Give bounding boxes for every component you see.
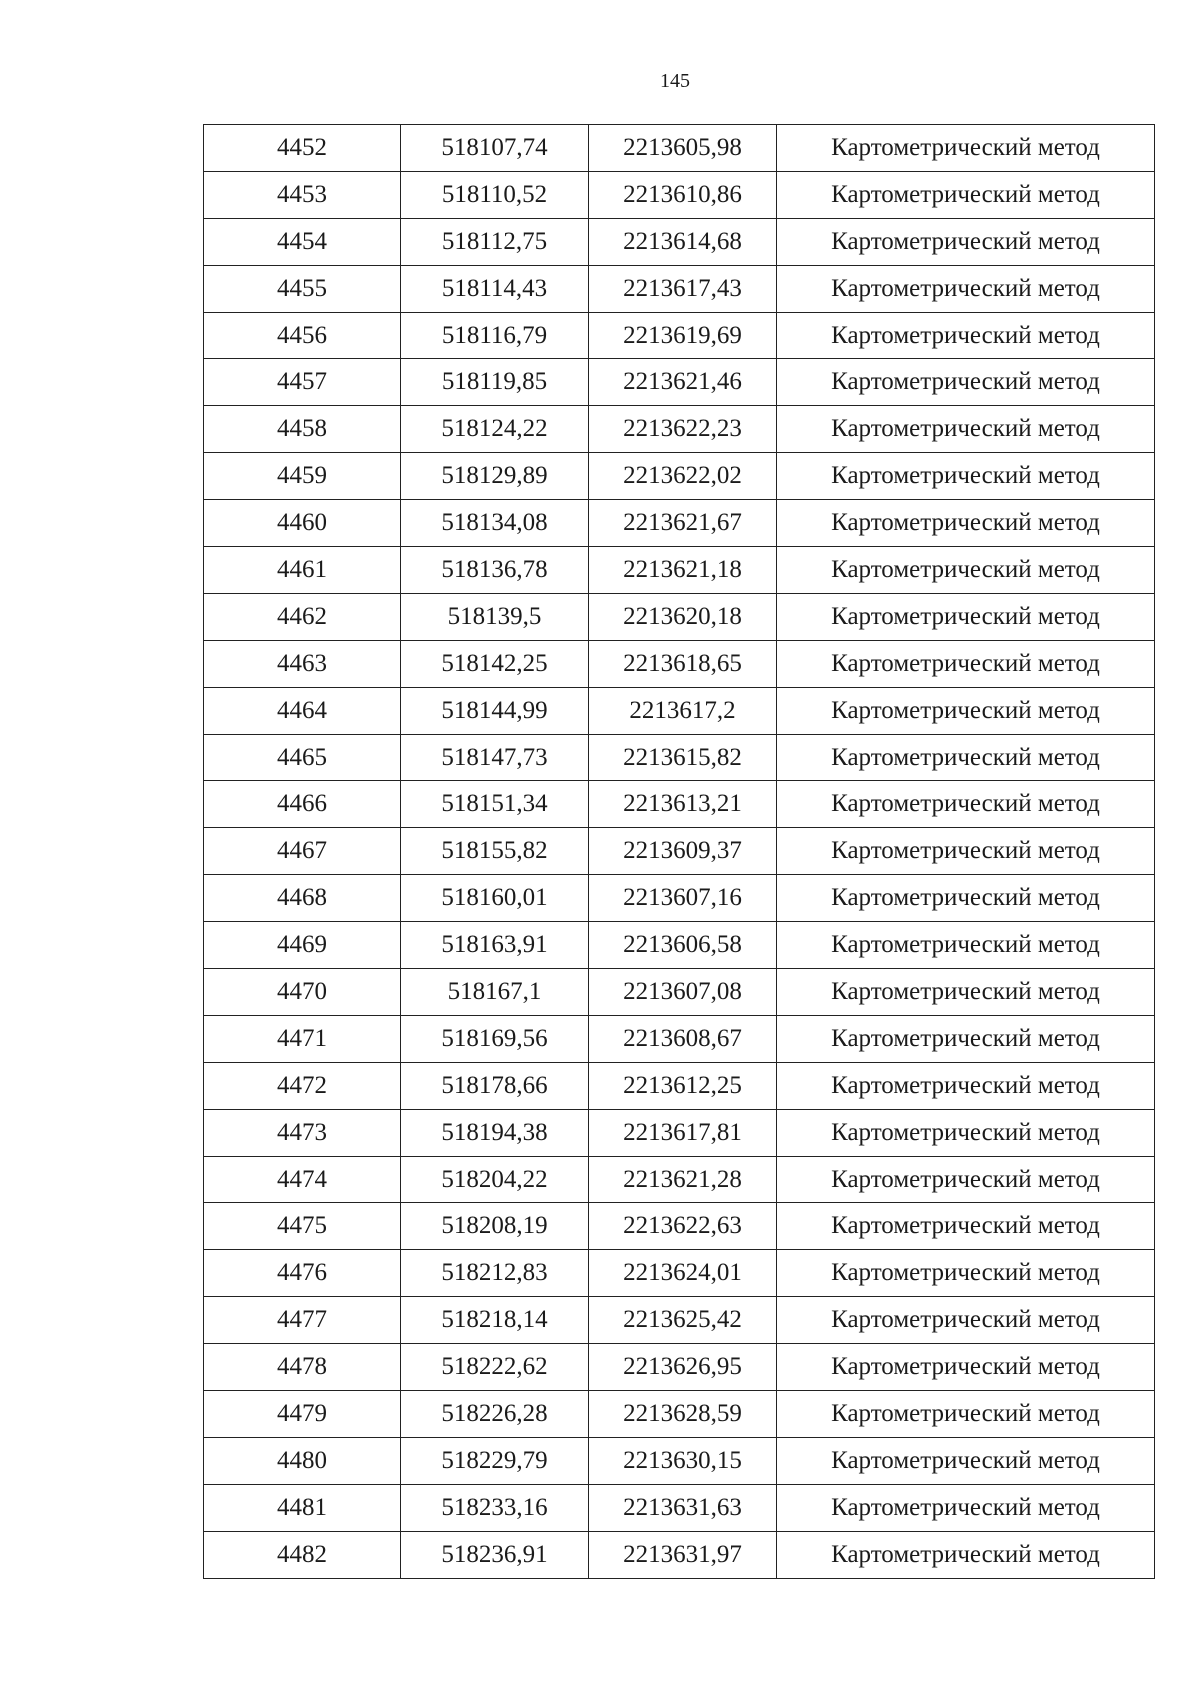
table-row: [204, 1484, 1155, 1531]
table-row: [204, 1391, 1155, 1438]
x-coordinate-cell: 518142,25: [401, 640, 589, 687]
x-coordinate-cell: 518129,89: [401, 453, 589, 500]
y-coordinate-cell: 2213608,67: [589, 1015, 777, 1062]
point-number-cell: 4457: [204, 359, 401, 406]
method-cell: Картометрический метод: [777, 1297, 1155, 1344]
point-number-cell: 4479: [204, 1391, 401, 1438]
x-coordinate-cell: 518114,43: [401, 265, 589, 312]
x-coordinate-cell: 518233,16: [401, 1484, 589, 1531]
point-number-cell: 4469: [204, 922, 401, 969]
point-number-cell: 4474: [204, 1156, 401, 1203]
point-number-cell: 4475: [204, 1203, 401, 1250]
x-coordinate-cell: 518124,22: [401, 406, 589, 453]
x-coordinate-cell: 518119,85: [401, 359, 589, 406]
coordinates-table-body: [204, 125, 1155, 1579]
table-row: [204, 312, 1155, 359]
x-coordinate-cell: 518236,91: [401, 1531, 589, 1578]
method-cell: Картометрический метод: [777, 1015, 1155, 1062]
point-number-cell: 4452: [204, 125, 401, 172]
table-row: [204, 453, 1155, 500]
point-number-cell: 4471: [204, 1015, 401, 1062]
table-row: [204, 1531, 1155, 1578]
x-coordinate-cell: 518212,83: [401, 1250, 589, 1297]
point-number-cell: 4465: [204, 734, 401, 781]
table-row: [204, 1250, 1155, 1297]
y-coordinate-cell: 2213621,67: [589, 500, 777, 547]
point-number-cell: 4464: [204, 687, 401, 734]
y-coordinate-cell: 2213621,18: [589, 547, 777, 594]
point-number-cell: 4481: [204, 1484, 401, 1531]
point-number-cell: 4460: [204, 500, 401, 547]
y-coordinate-cell: 2213615,82: [589, 734, 777, 781]
table-row: [204, 969, 1155, 1016]
y-coordinate-cell: 2213626,95: [589, 1344, 777, 1391]
x-coordinate-cell: 518226,28: [401, 1391, 589, 1438]
point-number-cell: 4462: [204, 593, 401, 640]
x-coordinate-cell: 518218,14: [401, 1297, 589, 1344]
method-cell: Картометрический метод: [777, 1484, 1155, 1531]
y-coordinate-cell: 2213630,15: [589, 1437, 777, 1484]
x-coordinate-cell: 518112,75: [401, 218, 589, 265]
method-cell: Картометрический метод: [777, 1391, 1155, 1438]
x-coordinate-cell: 518208,19: [401, 1203, 589, 1250]
y-coordinate-cell: 2213617,81: [589, 1109, 777, 1156]
table-row: [204, 593, 1155, 640]
table-row: [204, 359, 1155, 406]
point-number-cell: 4482: [204, 1531, 401, 1578]
table-row: [204, 687, 1155, 734]
point-number-cell: 4480: [204, 1437, 401, 1484]
y-coordinate-cell: 2213610,86: [589, 171, 777, 218]
method-cell: Картометрический метод: [777, 359, 1155, 406]
method-cell: Картометрический метод: [777, 453, 1155, 500]
x-coordinate-cell: 518160,01: [401, 875, 589, 922]
point-number-cell: 4454: [204, 218, 401, 265]
method-cell: Картометрический метод: [777, 1531, 1155, 1578]
point-number-cell: 4472: [204, 1062, 401, 1109]
y-coordinate-cell: 2213612,25: [589, 1062, 777, 1109]
y-coordinate-cell: 2213622,02: [589, 453, 777, 500]
y-coordinate-cell: 2213620,18: [589, 593, 777, 640]
table-row: [204, 218, 1155, 265]
x-coordinate-cell: 518147,73: [401, 734, 589, 781]
x-coordinate-cell: 518151,34: [401, 781, 589, 828]
method-cell: Картометрический метод: [777, 1437, 1155, 1484]
method-cell: Картометрический метод: [777, 1109, 1155, 1156]
y-coordinate-cell: 2213624,01: [589, 1250, 777, 1297]
x-coordinate-cell: 518144,99: [401, 687, 589, 734]
point-number-cell: 4459: [204, 453, 401, 500]
method-cell: Картометрический метод: [777, 1203, 1155, 1250]
table-row: [204, 500, 1155, 547]
method-cell: Картометрический метод: [777, 171, 1155, 218]
x-coordinate-cell: 518194,38: [401, 1109, 589, 1156]
method-cell: Картометрический метод: [777, 687, 1155, 734]
table-row: [204, 1062, 1155, 1109]
y-coordinate-cell: 2213618,65: [589, 640, 777, 687]
method-cell: Картометрический метод: [777, 593, 1155, 640]
method-cell: Картометрический метод: [777, 218, 1155, 265]
table-row: [204, 781, 1155, 828]
method-cell: Картометрический метод: [777, 1062, 1155, 1109]
method-cell: Картометрический метод: [777, 125, 1155, 172]
table-row: [204, 922, 1155, 969]
y-coordinate-cell: 2213621,46: [589, 359, 777, 406]
method-cell: Картометрический метод: [777, 500, 1155, 547]
point-number-cell: 4467: [204, 828, 401, 875]
y-coordinate-cell: 2213625,42: [589, 1297, 777, 1344]
x-coordinate-cell: 518169,56: [401, 1015, 589, 1062]
method-cell: Картометрический метод: [777, 828, 1155, 875]
point-number-cell: 4453: [204, 171, 401, 218]
point-number-cell: 4455: [204, 265, 401, 312]
method-cell: Картометрический метод: [777, 1344, 1155, 1391]
y-coordinate-cell: 2213617,43: [589, 265, 777, 312]
x-coordinate-cell: 518107,74: [401, 125, 589, 172]
y-coordinate-cell: 2213628,59: [589, 1391, 777, 1438]
table-row: [204, 734, 1155, 781]
y-coordinate-cell: 2213631,63: [589, 1484, 777, 1531]
y-coordinate-cell: 2213614,68: [589, 218, 777, 265]
table-row: [204, 1109, 1155, 1156]
y-coordinate-cell: 2213606,58: [589, 922, 777, 969]
x-coordinate-cell: 518155,82: [401, 828, 589, 875]
method-cell: Картометрический метод: [777, 969, 1155, 1016]
table-row: [204, 1297, 1155, 1344]
x-coordinate-cell: 518167,1: [401, 969, 589, 1016]
x-coordinate-cell: 518178,66: [401, 1062, 589, 1109]
x-coordinate-cell: 518222,62: [401, 1344, 589, 1391]
point-number-cell: 4477: [204, 1297, 401, 1344]
point-number-cell: 4456: [204, 312, 401, 359]
y-coordinate-cell: 2213607,08: [589, 969, 777, 1016]
y-coordinate-cell: 2213607,16: [589, 875, 777, 922]
point-number-cell: 4466: [204, 781, 401, 828]
point-number-cell: 4476: [204, 1250, 401, 1297]
y-coordinate-cell: 2213622,23: [589, 406, 777, 453]
y-coordinate-cell: 2213605,98: [589, 125, 777, 172]
x-coordinate-cell: 518139,5: [401, 593, 589, 640]
x-coordinate-cell: 518134,08: [401, 500, 589, 547]
point-number-cell: 4478: [204, 1344, 401, 1391]
point-number-cell: 4470: [204, 969, 401, 1016]
method-cell: Картометрический метод: [777, 1156, 1155, 1203]
point-number-cell: 4468: [204, 875, 401, 922]
x-coordinate-cell: 518116,79: [401, 312, 589, 359]
method-cell: Картометрический метод: [777, 406, 1155, 453]
method-cell: Картометрический метод: [777, 734, 1155, 781]
table-row: [204, 1344, 1155, 1391]
table-row: [204, 171, 1155, 218]
method-cell: Картометрический метод: [777, 1250, 1155, 1297]
point-number-cell: 4463: [204, 640, 401, 687]
table-row: [204, 1156, 1155, 1203]
point-number-cell: 4461: [204, 547, 401, 594]
table-row: [204, 1203, 1155, 1250]
table-row: [204, 875, 1155, 922]
method-cell: Картометрический метод: [777, 922, 1155, 969]
y-coordinate-cell: 2213609,37: [589, 828, 777, 875]
method-cell: Картометрический метод: [777, 781, 1155, 828]
method-cell: Картометрический метод: [777, 547, 1155, 594]
x-coordinate-cell: 518110,52: [401, 171, 589, 218]
table-row: [204, 1437, 1155, 1484]
y-coordinate-cell: 2213631,97: [589, 1531, 777, 1578]
table-row: [204, 406, 1155, 453]
point-number-cell: 4458: [204, 406, 401, 453]
y-coordinate-cell: 2213622,63: [589, 1203, 777, 1250]
table-row: [204, 828, 1155, 875]
x-coordinate-cell: 518163,91: [401, 922, 589, 969]
y-coordinate-cell: 2213621,28: [589, 1156, 777, 1203]
method-cell: Картометрический метод: [777, 265, 1155, 312]
point-number-cell: 4473: [204, 1109, 401, 1156]
x-coordinate-cell: 518229,79: [401, 1437, 589, 1484]
y-coordinate-cell: 2213613,21: [589, 781, 777, 828]
coordinates-table: [203, 124, 1155, 1579]
y-coordinate-cell: 2213619,69: [589, 312, 777, 359]
table-row: [204, 547, 1155, 594]
x-coordinate-cell: 518136,78: [401, 547, 589, 594]
table-row: [204, 125, 1155, 172]
x-coordinate-cell: 518204,22: [401, 1156, 589, 1203]
page-number: 145: [660, 70, 690, 92]
table-row: [204, 265, 1155, 312]
method-cell: Картометрический метод: [777, 640, 1155, 687]
method-cell: Картометрический метод: [777, 875, 1155, 922]
y-coordinate-cell: 2213617,2: [589, 687, 777, 734]
method-cell: Картометрический метод: [777, 312, 1155, 359]
table-row: [204, 640, 1155, 687]
table-row: [204, 1015, 1155, 1062]
